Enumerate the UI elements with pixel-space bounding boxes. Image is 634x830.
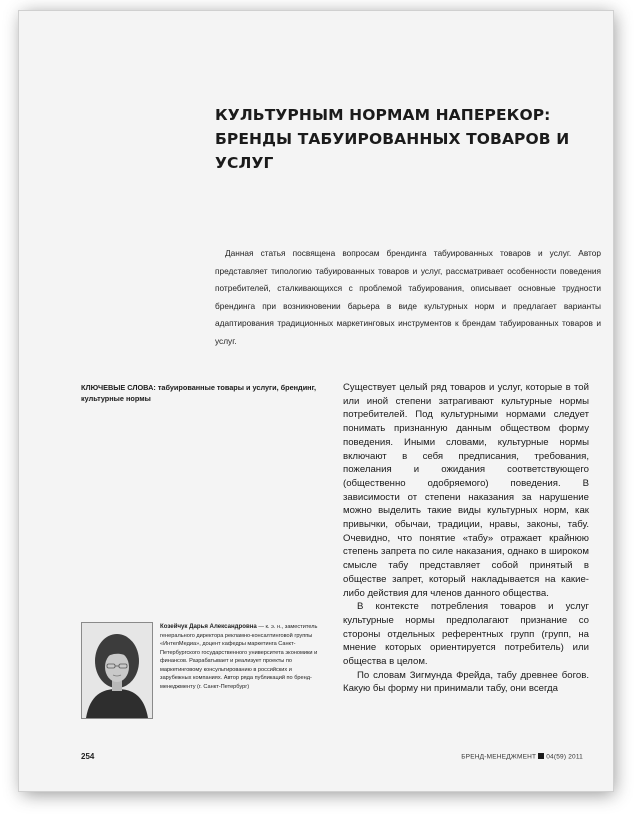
journal-name: БРЕНД-МЕНЕДЖМЕНТ xyxy=(461,753,537,761)
article-body xyxy=(343,381,589,696)
magazine-page xyxy=(18,10,614,792)
body-paragraph: Существует целый ряд товаров и услуг, которые в той или иной степени затрагивают культурные нормы потребителей. Под культурными нормами следует понимать признанную данным обществом форму поведения. Иными словами, культурные нормы включают в себя предписания, требования, пожелания и ожидания соответствующего (общественно одобряемого) поведения. В зависимости от степени наказания за нарушение можно выделить такие виды культурных норм, как привычки, обычаи, традиции, нравы, законы, табу. Очевидно, что понятие «табу» отражает крайнюю степень запрета по силе наказания, однако в широком смысле табу представляет собой принятый в обществе запрет, который накладывается на какие-либо действия для членов данного общества. xyxy=(343,382,589,599)
page-number: 254 xyxy=(81,752,95,761)
keywords-text: табуированные товары и услуги, брендинг, культурные нормы xyxy=(81,383,317,403)
author-portrait-image xyxy=(82,623,152,718)
article-abstract: Данная статья посвящена вопросам брендинга табуированных товаров и услуг. Автор представляет типологию табуированных товаров и услуг, рассматривает особенности поведения потребителей, сталкивающихся с проблемой табуирования, описывает основные трудности брендинга при возникновении барьера в виде культурных норм и предлагает варианты адаптирования традиционных маркетинговых инструментов к брендам табуированных товаров и услуг. xyxy=(215,248,601,346)
keywords-label: КЛЮЧЕВЫЕ СЛОВА: xyxy=(81,383,156,392)
keywords-block xyxy=(81,383,321,404)
author-bio: — к. э. н., заместитель генерального директора рекламно-консалтинговой группы «ИнтелМедиа», доцент кафедры маркетинга Санкт-Петербургского государственного университета экономики и финансов. Разрабатывает и реализует проекты по маркетинговому консультированию в российских и зарубежных компаниях. Автор ряда публикаций по бренд-менеджменту (г. Санкт-Петербург) xyxy=(160,624,318,690)
author-name: Козейчук Дарья Александровна xyxy=(160,623,257,630)
journal-issue: 04(59) 2011 xyxy=(546,753,583,761)
author-bio-block xyxy=(160,623,322,691)
journal-footer xyxy=(461,753,583,761)
body-paragraph: В контексте потребления товаров и услуг культурные нормы предполагают признание со стороны отдельных референтных групп (групп, на мнение которых ориентируется потребитель) или общества в целом. xyxy=(343,601,589,668)
author-photo xyxy=(81,622,153,719)
body-paragraph: По словам Зигмунда Фрейда, табу древнее богов. Какую бы форму ни принимали табу, они всегда xyxy=(343,669,589,695)
square-separator-icon xyxy=(538,753,544,759)
article-title: КУЛЬТУРНЫМ НОРМАМ НАПЕРЕКОР: БРЕНДЫ ТАБУИРОВАННЫХ ТОВАРОВ И УСЛУГ xyxy=(215,106,570,172)
